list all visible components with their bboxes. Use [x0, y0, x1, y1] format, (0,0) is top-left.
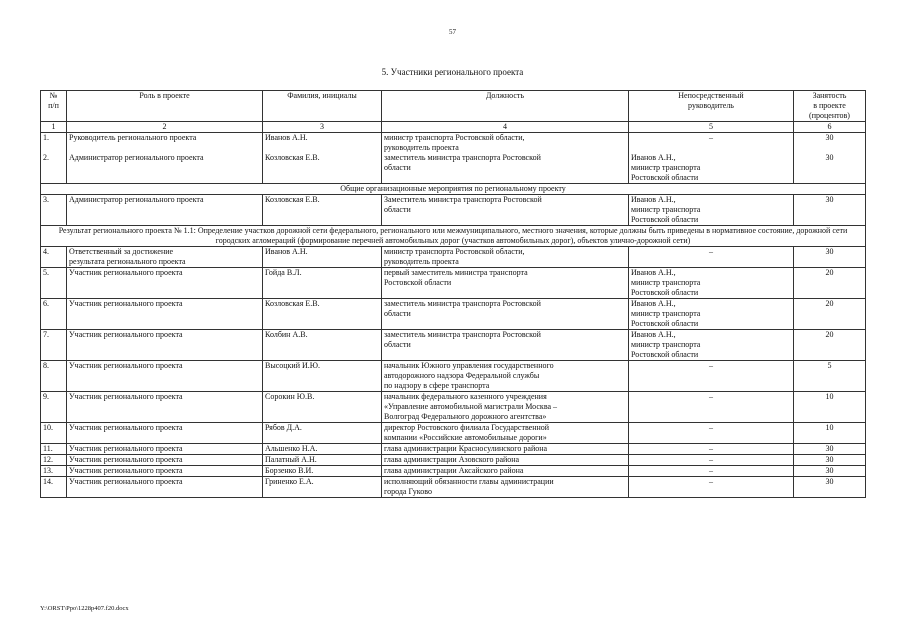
manager-cell: Иванов А.Н., министр транспорта Ростовской области	[629, 268, 794, 299]
table-row	[41, 299, 866, 330]
row-number: 12.	[41, 455, 67, 466]
row-number: 5.	[41, 268, 67, 299]
name-cell: Борзенко В.И.	[263, 466, 382, 477]
role-cell: Участник регионального проекта	[67, 361, 263, 392]
col-number: 3	[263, 122, 382, 133]
load-cell: 10	[794, 423, 866, 444]
table-row	[41, 330, 866, 361]
table-row	[41, 361, 866, 392]
name-cell: Альшенко Н.А.	[263, 444, 382, 455]
name-cell: Рябов Д.А.	[263, 423, 382, 444]
role-cell: Участник регионального проекта	[67, 268, 263, 299]
position-cell: Заместитель министра транспорта Ростовской области	[382, 195, 629, 226]
role-cell: Участник регионального проекта	[67, 392, 263, 423]
role-cell: Администратор регионального проекта	[67, 153, 263, 184]
page-number: 57	[449, 28, 456, 36]
participants-table	[40, 90, 866, 498]
position-cell: начальник федерального казенного учреждения «Управление автомобильной магистрали Москва – Волгоград Федерального дорожного агентства»	[382, 392, 629, 423]
role-cell: Ответственный за достижение результата регионального проекта	[67, 247, 263, 268]
role-cell: Участник регионального проекта	[67, 455, 263, 466]
manager-cell: –	[629, 247, 794, 268]
col-number: 4	[382, 122, 629, 133]
manager-cell: –	[629, 444, 794, 455]
section-title: Результат регионального проекта № 1.1: Определение участков дорожной сети федерального, регионального или межмуниципального, местного значения, которые должны быть приведены в нормативное состояние, дорожной сети городских агломераций (формирование перечней автомобильных дорог (участков автомобильных дорог), объектов улично-дорожной сети)	[41, 226, 866, 247]
manager-cell: –	[629, 423, 794, 444]
position-cell: директор Ростовского филиала Государственной компании «Российские автомобильные дороги»	[382, 423, 629, 444]
header-load: Занятость в проекте (процентов)	[794, 91, 866, 122]
name-cell: Иванов А.Н.	[263, 133, 382, 154]
header-number: № п/п	[41, 91, 67, 122]
name-cell: Палатный А.Н.	[263, 455, 382, 466]
row-number: 2.	[41, 153, 67, 184]
position-cell: глава администрации Красносулинского района	[382, 444, 629, 455]
row-number: 11.	[41, 444, 67, 455]
name-cell: Колбин А.В.	[263, 330, 382, 361]
name-cell: Иванов А.Н.	[263, 247, 382, 268]
load-cell: 30	[794, 477, 866, 498]
position-cell: заместитель министра транспорта Ростовской области	[382, 330, 629, 361]
load-cell: 30	[794, 444, 866, 455]
position-cell: министр транспорта Ростовской области, руководитель проекта	[382, 247, 629, 268]
row-number: 14.	[41, 477, 67, 498]
position-cell: заместитель министра транспорта Ростовской области	[382, 299, 629, 330]
col-number: 1	[41, 122, 67, 133]
table-row	[41, 153, 866, 184]
row-number: 7.	[41, 330, 67, 361]
name-cell: Козловская Е.В.	[263, 153, 382, 184]
row-number: 9.	[41, 392, 67, 423]
header-row	[41, 91, 866, 122]
section-title: Общие организационные мероприятия по региональному проекту	[41, 184, 866, 195]
table-row	[41, 423, 866, 444]
manager-cell: –	[629, 466, 794, 477]
manager-cell: –	[629, 455, 794, 466]
load-cell: 20	[794, 330, 866, 361]
name-cell: Высоцкий И.Ю.	[263, 361, 382, 392]
table-row	[41, 133, 866, 154]
load-cell: 10	[794, 392, 866, 423]
load-cell: 20	[794, 268, 866, 299]
role-cell: Участник регионального проекта	[67, 330, 263, 361]
header-name: Фамилия, инициалы	[263, 91, 382, 122]
section-row	[41, 184, 866, 195]
load-cell: 30	[794, 133, 866, 154]
table-row	[41, 392, 866, 423]
table-row	[41, 247, 866, 268]
load-cell: 30	[794, 153, 866, 184]
row-number: 3.	[41, 195, 67, 226]
position-cell: начальник Южного управления государственного автодорожного надзора Федеральной службы по надзору в сфере транспорта	[382, 361, 629, 392]
header-position: Должность	[382, 91, 629, 122]
load-cell: 30	[794, 466, 866, 477]
table-row	[41, 268, 866, 299]
name-cell: Козловская Е.В.	[263, 299, 382, 330]
manager-cell: –	[629, 477, 794, 498]
manager-cell: –	[629, 361, 794, 392]
manager-cell: Иванов А.Н., министр транспорта Ростовской области	[629, 195, 794, 226]
table-row	[41, 455, 866, 466]
table-row	[41, 466, 866, 477]
header-manager: Непосредственный руководитель	[629, 91, 794, 122]
role-cell: Участник регионального проекта	[67, 444, 263, 455]
role-cell: Участник регионального проекта	[67, 423, 263, 444]
col-number: 5	[629, 122, 794, 133]
load-cell: 30	[794, 195, 866, 226]
name-cell: Козловская Е.В.	[263, 195, 382, 226]
manager-cell: Иванов А.Н., министр транспорта Ростовской области	[629, 299, 794, 330]
page-title: 5. Участники регионального проекта	[381, 67, 524, 77]
position-cell: глава администрации Азовского района	[382, 455, 629, 466]
table-row	[41, 195, 866, 226]
position-cell: министр транспорта Ростовской области, руководитель проекта	[382, 133, 629, 154]
row-number: 4.	[41, 247, 67, 268]
name-cell: Гриненко Е.А.	[263, 477, 382, 498]
row-number: 6.	[41, 299, 67, 330]
header-role: Роль в проекте	[67, 91, 263, 122]
role-cell: Администратор регионального проекта	[67, 195, 263, 226]
file-path-footer: Y:\ORST\Ppo\1228p407.f20.docx	[40, 605, 129, 612]
role-cell: Участник регионального проекта	[67, 299, 263, 330]
position-cell: заместитель министра транспорта Ростовской области	[382, 153, 629, 184]
load-cell: 30	[794, 455, 866, 466]
role-cell: Участник регионального проекта	[67, 477, 263, 498]
col-number: 2	[67, 122, 263, 133]
manager-cell: –	[629, 392, 794, 423]
table-row	[41, 444, 866, 455]
section-row	[41, 226, 866, 247]
position-cell: исполняющий обязанности главы администрации города Гуково	[382, 477, 629, 498]
name-cell: Сорокин Ю.В.	[263, 392, 382, 423]
row-number: 1.	[41, 133, 67, 154]
role-cell: Участник регионального проекта	[67, 466, 263, 477]
row-number: 13.	[41, 466, 67, 477]
manager-cell: Иванов А.Н., министр транспорта Ростовской области	[629, 330, 794, 361]
table-row	[41, 477, 866, 498]
manager-cell: Иванов А.Н., министр транспорта Ростовской области	[629, 153, 794, 184]
load-cell: 30	[794, 247, 866, 268]
load-cell: 20	[794, 299, 866, 330]
row-number: 8.	[41, 361, 67, 392]
load-cell: 5	[794, 361, 866, 392]
position-cell: глава администрации Аксайского района	[382, 466, 629, 477]
col-number: 6	[794, 122, 866, 133]
manager-cell: –	[629, 133, 794, 154]
name-cell: Гойда В.Л.	[263, 268, 382, 299]
row-number: 10.	[41, 423, 67, 444]
column-number-row	[41, 122, 866, 133]
role-cell: Руководитель регионального проекта	[67, 133, 263, 154]
position-cell: первый заместитель министра транспорта Ростовской области	[382, 268, 629, 299]
